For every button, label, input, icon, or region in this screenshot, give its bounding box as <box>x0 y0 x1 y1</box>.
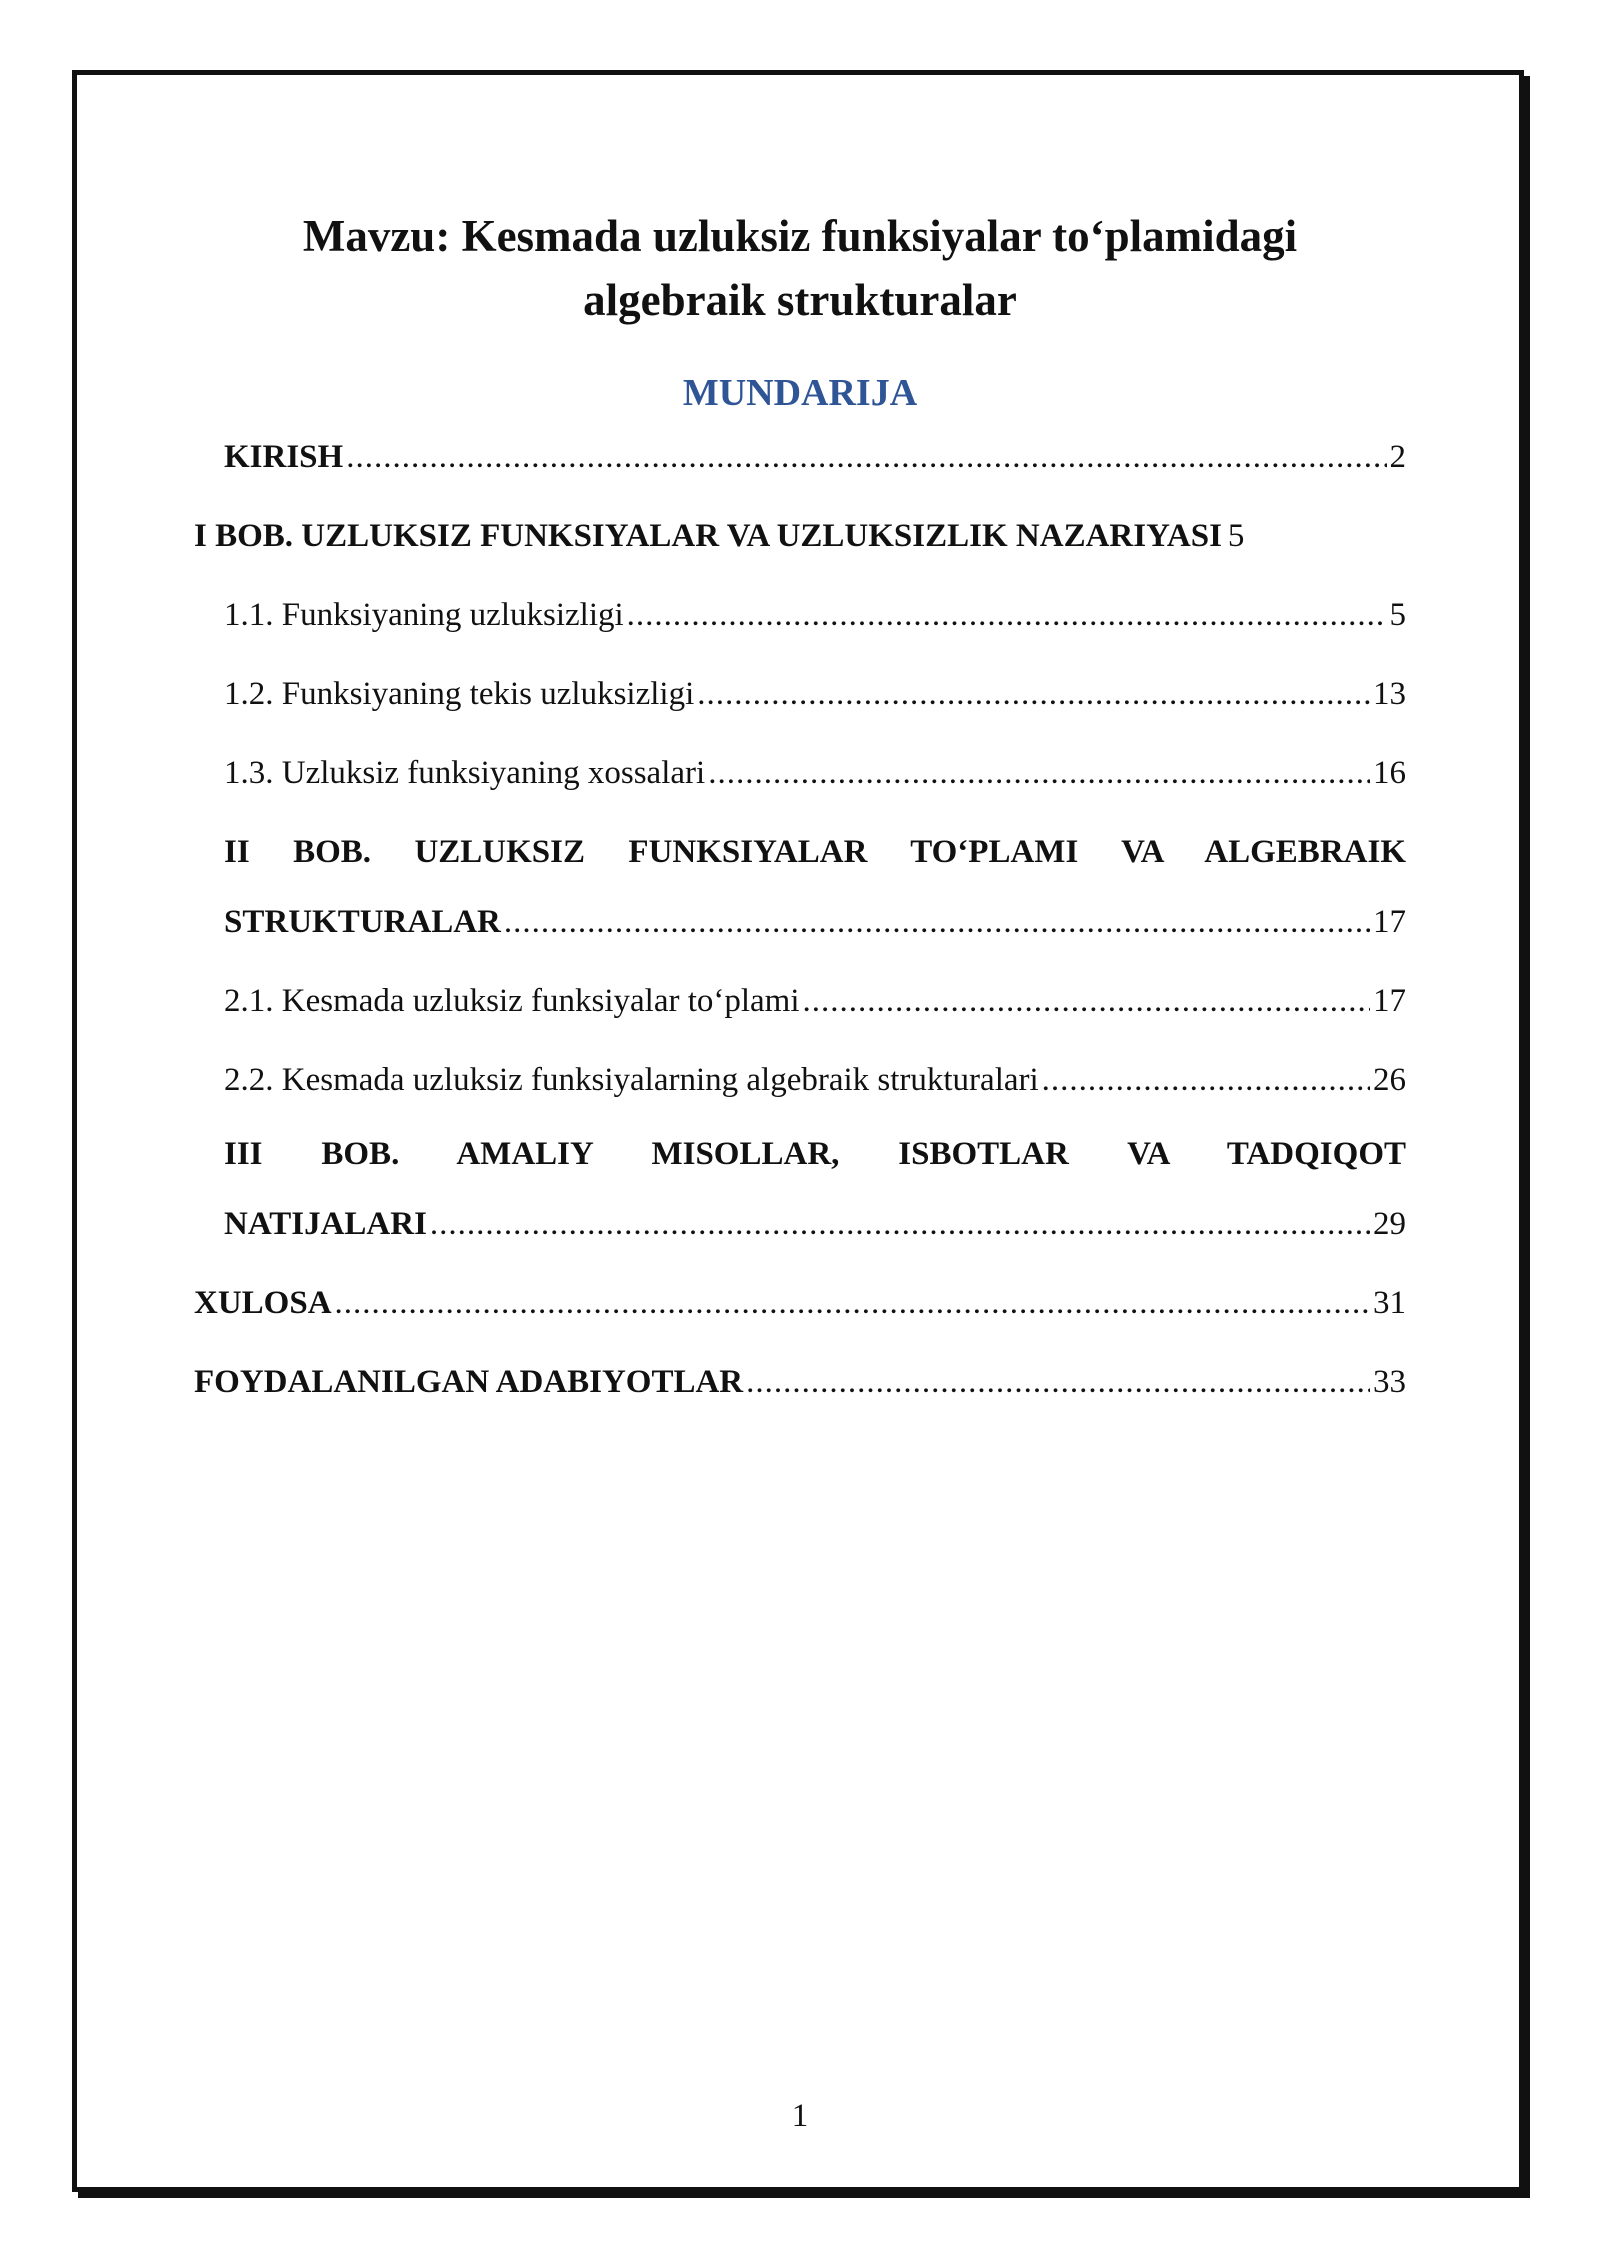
toc-entry-page: 17 <box>1373 904 1406 940</box>
toc-entry-label: I BOB. UZLUKSIZ FUNKSIYALAR VA UZLUKSIZLIK NAZARIYASI <box>194 518 1222 554</box>
toc-entry-bob-2-line-1[interactable] <box>224 832 1406 872</box>
toc-entry-page: 29 <box>1373 1206 1406 1242</box>
toc-entry-2-1[interactable] <box>224 981 1406 1021</box>
toc-entry-label: XULOSA <box>194 1285 332 1321</box>
toc-entry-label: II BOB. UZLUKSIZ FUNKSIYALAR TO‘PLAMI VA ALGEBRAIK <box>224 834 1406 870</box>
toc-leader-dots <box>708 753 1370 793</box>
toc-entry-bob-2[interactable] <box>224 902 1406 942</box>
toc-entry-2-2[interactable] <box>224 1060 1406 1100</box>
toc-entry-bob-3-line-1[interactable] <box>224 1134 1406 1174</box>
toc-entry-bob-1[interactable] <box>194 516 1406 556</box>
page-number: 1 <box>791 2098 809 2134</box>
toc-entry-page: 17 <box>1373 983 1406 1019</box>
toc-leader-dots <box>697 674 1370 714</box>
toc-entry-page: 2 <box>1389 439 1406 475</box>
toc-entry-page: 33 <box>1373 1364 1406 1400</box>
toc-entry-kirish[interactable] <box>224 437 1406 477</box>
toc-entry-page: 5 <box>1389 597 1406 633</box>
toc-leader-dots <box>346 437 1386 477</box>
toc-entry-label: FOYDALANILGAN ADABIYOTLAR <box>194 1364 744 1400</box>
document-title-line-2: algebraik strukturalar <box>583 275 1017 325</box>
toc-entry-1-1[interactable] <box>224 595 1406 635</box>
toc-entry-label: 1.1. Funksiyaning uzluksizligi <box>224 597 624 633</box>
toc-entry-label: 1.3. Uzluksiz funksiyaning xossalari <box>224 755 706 791</box>
toc-leader-dots <box>1042 1060 1370 1100</box>
toc-entry-label: KIRISH <box>224 439 344 475</box>
toc-entry-page: 26 <box>1373 1062 1406 1098</box>
toc-leader-dots <box>746 1362 1370 1402</box>
toc-leader-dots <box>504 902 1370 942</box>
toc-entry-page: 13 <box>1373 676 1406 712</box>
document-title-line-1: Mavzu: Kesmada uzluksiz funksiyalar to‘plamidagi <box>302 211 1298 261</box>
toc-leader-dots <box>627 595 1387 635</box>
toc-entry-xulosa[interactable] <box>194 1283 1406 1323</box>
toc-entry-page: 16 <box>1373 755 1406 791</box>
toc-entry-1-3[interactable] <box>224 753 1406 793</box>
toc-entry-1-2[interactable] <box>224 674 1406 714</box>
toc-entry-page: 5 <box>1227 518 1245 554</box>
toc-leader-dots <box>803 981 1370 1021</box>
toc-entry-label: III BOB. AMALIY MISOLLAR, ISBOTLAR VA TADQIQOT <box>224 1136 1406 1172</box>
toc-entry-bob-3[interactable] <box>224 1204 1406 1244</box>
toc-heading: MUNDARIJA <box>682 372 918 414</box>
toc-entry-label: NATIJALARI <box>224 1206 427 1242</box>
toc-leader-dots <box>335 1283 1370 1323</box>
toc-entry-label: 2.2. Kesmada uzluksiz funksiyalarning algebraik strukturalari <box>224 1062 1039 1098</box>
toc-entry-label: 1.2. Funksiyaning tekis uzluksizligi <box>224 676 695 712</box>
toc-entry-page: 31 <box>1373 1285 1406 1321</box>
toc-entry-label: STRUKTURALAR <box>224 904 501 940</box>
toc-entry-label: 2.1. Kesmada uzluksiz funksiyalar to‘plami <box>224 983 800 1019</box>
toc-entry-adabiyotlar[interactable] <box>194 1362 1406 1402</box>
toc-leader-dots <box>430 1204 1370 1244</box>
